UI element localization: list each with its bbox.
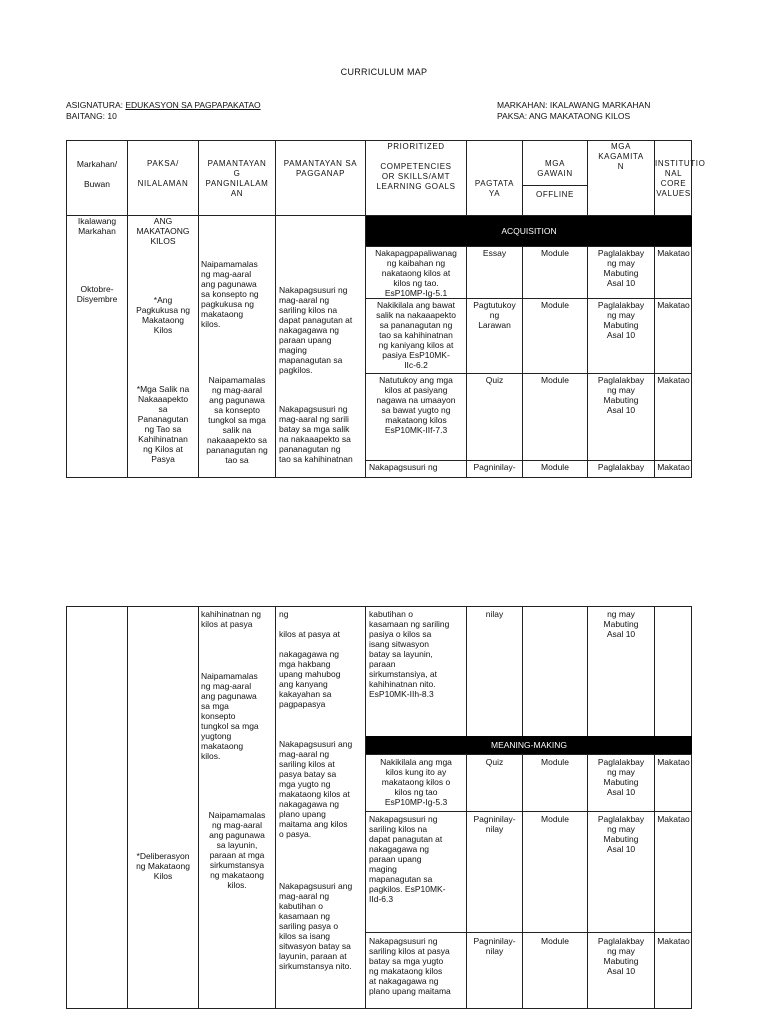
s2-row2-pagtataya: Pagninilay- nilay <box>473 814 516 834</box>
s1-row3-competency: Natutukoy ang mga kilos at pasiyang nagawa na umaayon sa bawat yugto ng makataong kilos EsP10MK-IIf-7.3 <box>376 375 456 435</box>
paksa-pagkukusa: *Ang Pagkukusa ng Makataong Kilos <box>136 295 190 335</box>
markahan-value: Ikalawang Markahan <box>77 216 117 236</box>
s2-row2-values: Makatao <box>657 814 690 824</box>
header-kagamitan: MGA KAGAMITA N <box>598 142 644 171</box>
s2-cont-kagamitan: ng may Mabuting Asal 10 <box>603 609 639 639</box>
header-competencies: PRIORITIZED COMPETENCIES OR SKILLS/AMT LEARNING GOALS <box>376 142 456 191</box>
s1-row1-competency: Nakapagpapaliwanag ng kaibahan ng nakataong kilos at kilos ng tao. EsP10MP-Ig-5.1 <box>375 248 457 298</box>
s2-row1-competency: Nakikilala ang mga kilos kung ito ay makataong kilos o kilos ng tao EsP10MP-Ig-5.3 <box>380 757 452 807</box>
s1-row3-gawain: Module <box>541 375 569 385</box>
s1-row2-competency: Nakikilala ang bawat salik na nakaaapekto sa pananagutan ng tao sa kahihinatnan ng kaniyang kilos at pasiya EsP10MK- IIc-6.2 <box>376 300 456 370</box>
header-pangnilalaman: PAMANTAYAN G PANGNILALAM AN <box>205 159 269 198</box>
s1-row4-competency: Nakapagsusuri ng <box>369 462 438 472</box>
pagganap-3: Nakapagsusuri ang mag-aaral ng sariling kilos at pasya batay sa mga yugto ng makataong kilos at nakagagawa ng plano upang maitama ang kilos o pasya. <box>279 739 353 839</box>
s2-row1-pagtataya: Quiz <box>485 757 504 767</box>
header-pagganap: PAMANTAYAN SA PAGGANAP <box>283 159 358 178</box>
s2-row1-gawain: Module <box>541 757 569 767</box>
header-markahan: Markahan/ Buwan <box>76 159 118 189</box>
s1-row3-pagtataya: Quiz <box>485 375 504 385</box>
pangnilalaman-2-cont: kahihinatnan ng kilos at pasya <box>201 609 262 629</box>
s2-row3-competency: Nakapagsusuri ng sariling kilos at pasya batay sa mga yugto ng makataong kilos at nakagagawa ng plano upang maitama <box>369 936 451 996</box>
s1-row3-kagamitan: Paglalakbay ng may Mabuting Asal 10 <box>597 375 645 415</box>
pagganap-1: Nakapagsusuri ng mag-aaral ng sariling kilos na dapat panagutan at nakagagawa ng paraan upang maging mapanagutan sa pagkilos. <box>279 285 353 375</box>
pagganap-2-cont: ng kilos at pasya at nakagagawa ng mga hakbang upang mahubog ang kanyang kakayahan sa pagpapasya <box>279 609 341 709</box>
paksa-deliberasyon: *Deliberasyon ng Makataong Kilos <box>136 851 190 881</box>
asignatura-line <box>66 100 261 110</box>
s1-row2-pagtataya: Pagtutukoy ng Larawan <box>473 300 516 330</box>
meaning-making-band: MEANING-MAKING <box>366 736 692 754</box>
acquisition-band: ACQUISITION <box>366 216 692 246</box>
header-core-values: INSTITUTIO NAL CORE VALUES <box>655 159 706 198</box>
s1-row2-values: Makatao <box>657 300 690 310</box>
s2-row1-kagamitan: Paglalakbay ng may Mabuting Asal 10 <box>597 757 645 797</box>
s1-row1-gawain: Module <box>541 248 569 258</box>
s1-row4-pagtataya: Pagninilay- <box>473 462 516 472</box>
s2-row2-kagamitan: Paglalakbay ng may Mabuting Asal 10 <box>597 814 645 854</box>
paksa-title: ANG MAKATAONG KILOS <box>136 216 190 246</box>
s2-cont-competency: kabutihan o kasamaan ng sariling pasiya o kilos sa isang sitwasyon batay sa layunin, paraan sirkumstansiya, at kahihinatnan nito. EsP10MK-IIh-8.3 <box>369 609 450 699</box>
buwan-value: Oktobre- Disyembre <box>76 284 118 304</box>
s2-row1-values: Makatao <box>657 757 690 767</box>
header-offline: OFFLINE <box>536 190 574 199</box>
paksa-mga-salik: *Mga Salik na Nakaaapekto sa Pananagutan ng Tao sa Kahihinatnan ng Kilos at Pasya <box>136 384 190 464</box>
s1-row4-gawain: Module <box>541 462 569 472</box>
s1-row3-values: Makatao <box>657 375 690 385</box>
s1-row2-kagamitan: Paglalakbay ng may Mabuting Asal 10 <box>597 300 645 340</box>
s1-row1-kagamitan: Paglalakbay ng may Mabuting Asal 10 <box>597 248 645 288</box>
header-gawain: MGA GAWAIN <box>537 159 573 178</box>
pagganap-2: Nakapagsusuri ng mag-aaral ng sarili batay sa mga salik na nakaaapekto sa pananagutan ng tao sa kahihinatnan <box>279 404 353 464</box>
s2-cont-pagtataya: nilay <box>485 609 504 619</box>
s2-row2-gawain: Module <box>541 814 569 824</box>
header-paksa: PAKSA/ NILALAMAN <box>137 159 189 188</box>
pagganap-4: Nakapagsusuri ang mag-aaral ng kabutihan o kasamaan ng sariling pasya o kilos sa isang sitwasyon batay sa layunin, paraan at sirkumstansya nito. <box>279 881 353 971</box>
markahan-line: MARKAHAN: IKALAWANG MARKAHAN <box>497 100 651 110</box>
baitang-line: BAITANG: 10 <box>66 111 117 121</box>
s2-row3-values: Makatao <box>657 936 690 946</box>
s2-row3-kagamitan: Paglalakbay ng may Mabuting Asal 10 <box>597 936 645 976</box>
s1-row4-kagamitan: Paglalakbay <box>597 462 645 472</box>
asignatura-label: ASIGNATURA: <box>66 100 126 110</box>
s2-row3-pagtataya: Pagninilay- nilay <box>473 936 516 956</box>
s1-row1-values: Makatao <box>657 248 690 258</box>
pangnilalaman-3: Naipamamalas ng mag-aaral ang pagunawa sa mga konsepto tungkol sa mga yugtong makataong kilos. <box>201 671 259 761</box>
header-pagtataya: PAGTATA YA <box>474 179 515 198</box>
s1-row2-gawain: Module <box>541 300 569 310</box>
s2-row2-competency: Nakapagsusuri ng sariling kilos na dapat panagutan at nakagagawa ng paraan upang maging mapanagutan sa pagkilos. EsP10MK- IId-6.3 <box>369 814 446 904</box>
paksa-line: PAKSA: ANG MAKATAONG KILOS <box>497 111 631 121</box>
pangnilalaman-4: Naipamamalas ng mag-aaral ang pagunawa sa layunin, paraan at mga sirkumstansya ng makataong kilos. <box>208 810 266 890</box>
pangnilalaman-1: Naipamamalas ng mag-aaral ang pagunawa sa konsepto ng pagkukusa ng makataong kilos. <box>201 259 259 329</box>
s1-row4-values: Makatao <box>657 462 690 472</box>
pangnilalaman-2: Naipamamalas ng mag-aaral ang pagunawa sa konsepto tungkol sa mga salik na nakaaapekto sa pananagutan ng tao sa <box>206 375 268 465</box>
s1-row1-pagtataya: Essay <box>482 248 507 258</box>
s2-row3-gawain: Module <box>541 936 569 946</box>
page-title: CURRICULUM MAP <box>340 67 428 77</box>
asignatura-value: EDUKASYON SA PAGPAPAKATAO <box>125 100 261 110</box>
